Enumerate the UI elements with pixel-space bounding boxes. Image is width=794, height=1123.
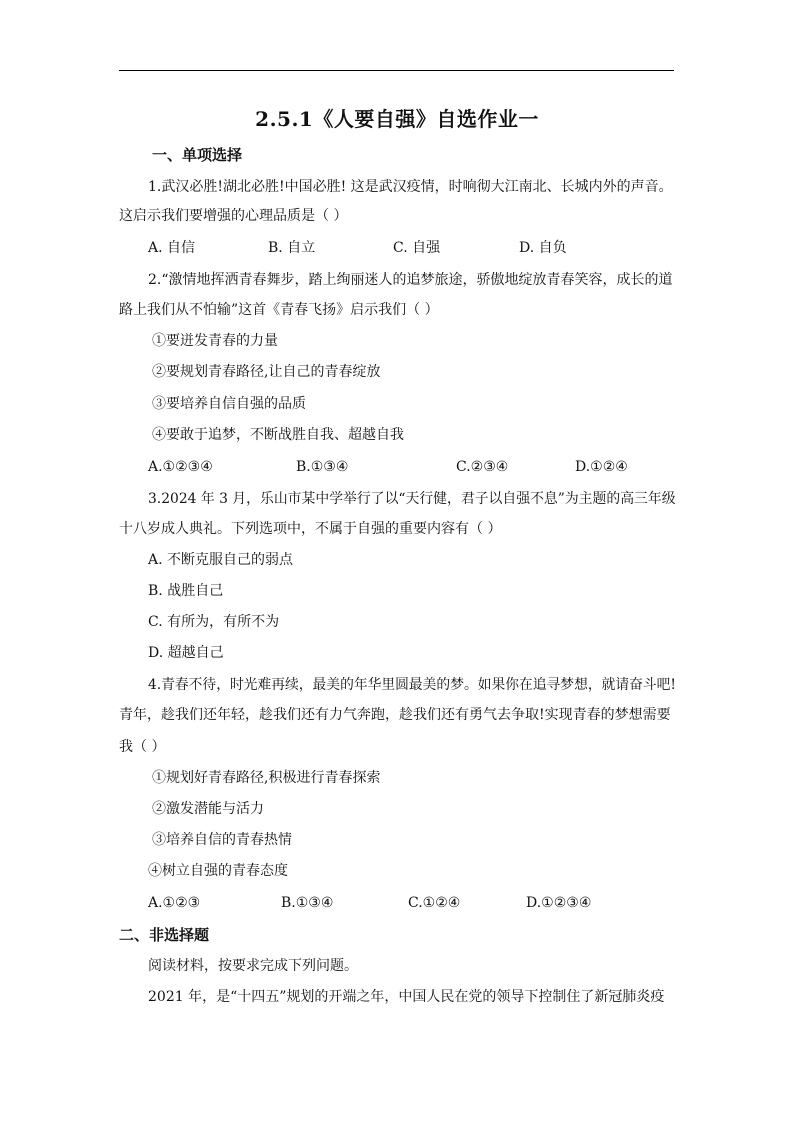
question-4-line-2: 青年，趁我们还年轻，趁我们还有力气奔跑，趁我们还有勇气去争取!实现青春的梦想需要 [119, 707, 671, 723]
section-heading-single-choice: 一、单项选择 [152, 146, 243, 164]
question-3-option-b: B. 战胜自己 [148, 583, 224, 599]
question-2-option-c: C.②③④ [456, 459, 509, 475]
document-title: 2.5.1《人要自强》自选作业一 [255, 107, 539, 131]
material-line-1: 2021 年，是“十四五”规划的开端之年，中国人民在党的领导下控制住了新冠肺炎疫 [148, 989, 665, 1005]
question-1-option-c: C. 自强 [393, 240, 441, 256]
question-4-option-b: B.①③④ [281, 895, 334, 911]
question-1-line-1: 1.武汉必胜!湖北必胜!中国必胜! 这是武汉疫情，时响彻大江南北、长城内外的声音。 [148, 179, 673, 195]
question-1-option-b: B. 自立 [268, 240, 316, 256]
question-2-item-4: ④要敢于追梦，不断战胜自我、超越自我 [152, 427, 404, 443]
question-2-option-d: D.①②④ [575, 459, 628, 475]
question-4-line-1: 4.青春不待，时光难再续，最美的年华里圆最美的梦。如果你在追寻梦想，就请奋斗吧! [148, 677, 676, 693]
question-4-option-c: C.①②④ [408, 895, 461, 911]
question-4-item-4: ④树立自强的青春态度 [148, 863, 288, 879]
question-1-option-d: D. 自负 [519, 240, 567, 256]
question-2-option-a: A.①②③④ [148, 459, 213, 475]
question-4-line-3: 我（ ） [119, 739, 166, 755]
header-rule [119, 70, 674, 71]
question-2-item-1: ①要迸发青春的力量 [152, 333, 278, 349]
question-3-line-2: 十八岁成人典礼。下列选项中，不属于自强的重要内容有（ ） [119, 521, 502, 537]
question-3-option-c: C. 有所为，有所不为 [148, 614, 280, 630]
question-2-line-2: 路上我们从不怕输”这首《青春飞扬》启示我们（ ） [119, 302, 439, 318]
question-2-line-1: 2.“激情地挥洒青春舞步，踏上绚丽迷人的追梦旅途，骄傲地绽放青春笑容，成长的道 [148, 272, 673, 288]
question-4-item-3: ③培养自信的青春热情 [152, 832, 292, 848]
question-4-option-a: A.①②③ [148, 895, 201, 911]
question-1-option-a: A. 自信 [148, 240, 196, 256]
question-4-item-1: ①规划好青春路径,积极进行青春探索 [152, 770, 381, 786]
question-4-item-2: ②激发潜能与活力 [152, 801, 264, 817]
question-2-item-2: ②要规划青春路径,让自己的青春绽放 [152, 364, 381, 380]
question-2-option-b: B.①③④ [296, 459, 349, 475]
section-heading-non-choice: 二、非选择题 [119, 926, 210, 944]
question-3-line-1: 3.2024 年 3 月，乐山市某中学举行了以“天行健，君子以自强不息”为主题的高三年级 [148, 491, 676, 507]
question-3-option-a: A. 不断克服自己的弱点 [148, 552, 294, 568]
question-3-option-d: D. 超越自己 [148, 645, 224, 661]
question-1-line-2: 这启示我们要增强的心理品质是（ ） [119, 208, 348, 224]
material-intro: 阅读材料，按要求完成下列问题。 [148, 958, 358, 974]
question-4-option-d: D.①②③④ [526, 895, 592, 911]
question-2-item-3: ③要培养自信自强的品质 [152, 396, 306, 412]
